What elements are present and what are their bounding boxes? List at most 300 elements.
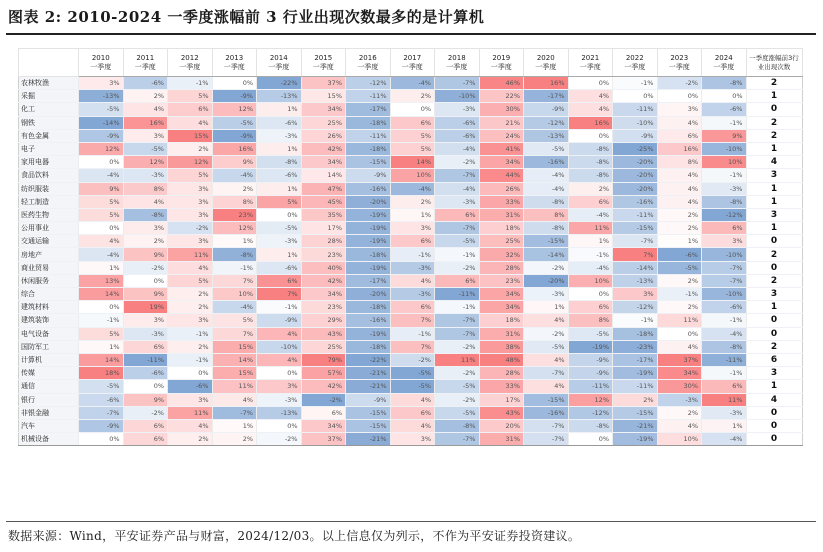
return-cell: -21% bbox=[346, 433, 391, 446]
return-cell: -20% bbox=[613, 182, 658, 195]
return-cell: -10% bbox=[702, 248, 747, 261]
return-cell: 10% bbox=[390, 169, 435, 182]
return-cell: 5% bbox=[79, 327, 124, 340]
return-cell: 6% bbox=[435, 208, 480, 221]
top3-count: 2 bbox=[746, 77, 802, 90]
return-cell: -7% bbox=[435, 327, 480, 340]
source-note: 数据来源：Wind，平安证券产品与财富，2024/12/03。以上信息仅为列示，不作为平安证券投资建议。 bbox=[8, 529, 581, 543]
return-cell: -1% bbox=[435, 248, 480, 261]
return-cell: -9% bbox=[212, 129, 257, 142]
top3-count: 2 bbox=[746, 116, 802, 129]
return-cell: -8% bbox=[702, 195, 747, 208]
return-cell: -21% bbox=[346, 367, 391, 380]
return-cell: 18% bbox=[479, 314, 524, 327]
return-cell: -11% bbox=[702, 353, 747, 366]
return-cell: -8% bbox=[568, 142, 613, 155]
return-cell: 4% bbox=[390, 393, 435, 406]
return-cell: 23% bbox=[212, 208, 257, 221]
industry-name: 电气设备 bbox=[19, 327, 79, 340]
top3-count: 0 bbox=[746, 327, 802, 340]
return-cell: 3% bbox=[257, 380, 302, 393]
return-cell: -8% bbox=[257, 156, 302, 169]
return-cell: -14% bbox=[613, 261, 658, 274]
top3-count: 2 bbox=[746, 340, 802, 353]
return-cell: -3% bbox=[257, 393, 302, 406]
return-cell: -13% bbox=[257, 406, 302, 419]
return-cell: 15% bbox=[212, 367, 257, 380]
return-cell: 10% bbox=[568, 274, 613, 287]
return-cell: -4% bbox=[568, 261, 613, 274]
return-cell: -11% bbox=[568, 380, 613, 393]
return-cell: 9% bbox=[702, 129, 747, 142]
header-year-2017 bbox=[390, 49, 435, 77]
return-cell: -5% bbox=[435, 380, 480, 393]
top-rule bbox=[6, 33, 816, 35]
table-row bbox=[19, 248, 803, 261]
return-cell: 2% bbox=[657, 208, 702, 221]
return-cell: -7% bbox=[212, 406, 257, 419]
table-row bbox=[19, 182, 803, 195]
return-cell: -8% bbox=[702, 340, 747, 353]
return-cell: 22% bbox=[479, 90, 524, 103]
return-cell: -6% bbox=[257, 169, 302, 182]
return-cell: -19% bbox=[568, 340, 613, 353]
return-cell: 16% bbox=[657, 142, 702, 155]
return-cell: 32% bbox=[479, 248, 524, 261]
return-cell: 34% bbox=[479, 301, 524, 314]
return-cell: -1% bbox=[702, 314, 747, 327]
return-cell: -2% bbox=[524, 261, 569, 274]
table-row bbox=[19, 327, 803, 340]
return-cell: 30% bbox=[657, 380, 702, 393]
return-cell: -5% bbox=[390, 380, 435, 393]
return-cell: -20% bbox=[524, 274, 569, 287]
return-cell: -11% bbox=[613, 103, 658, 116]
return-cell: 12% bbox=[568, 393, 613, 406]
return-cell: -5% bbox=[79, 103, 124, 116]
return-cell: 4% bbox=[257, 353, 302, 366]
year-label: 2023 bbox=[670, 53, 689, 62]
return-cell: 1% bbox=[79, 261, 124, 274]
return-cell: -6% bbox=[79, 393, 124, 406]
return-cell: -3% bbox=[702, 182, 747, 195]
return-cell: 4% bbox=[212, 393, 257, 406]
return-cell: 9% bbox=[123, 393, 168, 406]
return-cell: -9% bbox=[212, 90, 257, 103]
return-cell: -15% bbox=[346, 156, 391, 169]
industry-name: 建筑装饰 bbox=[19, 314, 79, 327]
return-cell: 46% bbox=[479, 77, 524, 90]
bottom-rule bbox=[6, 521, 816, 522]
table-row bbox=[19, 301, 803, 314]
period-label: 一季度 bbox=[401, 62, 423, 71]
top3-count: 2 bbox=[746, 248, 802, 261]
return-cell: -5% bbox=[390, 367, 435, 380]
top3-count: 1 bbox=[746, 142, 802, 155]
period-label: 一季度 bbox=[134, 62, 156, 71]
table-row bbox=[19, 433, 803, 446]
return-cell: -6% bbox=[657, 248, 702, 261]
return-cell: -1% bbox=[568, 248, 613, 261]
return-cell: 14% bbox=[212, 353, 257, 366]
return-cell: -3% bbox=[657, 393, 702, 406]
return-cell: -17% bbox=[346, 103, 391, 116]
return-cell: -1% bbox=[657, 288, 702, 301]
return-cell: 1% bbox=[702, 419, 747, 432]
return-cell: 2% bbox=[212, 182, 257, 195]
return-cell: 3% bbox=[168, 314, 213, 327]
header-year-2020 bbox=[524, 49, 569, 77]
industry-name: 传媒 bbox=[19, 367, 79, 380]
return-cell: 12% bbox=[212, 103, 257, 116]
return-cell: -13% bbox=[613, 274, 658, 287]
return-cell: -14% bbox=[79, 116, 124, 129]
return-cell: -5% bbox=[568, 327, 613, 340]
header-year-2013 bbox=[212, 49, 257, 77]
return-cell: 5% bbox=[79, 195, 124, 208]
return-cell: -6% bbox=[123, 367, 168, 380]
return-cell: 1% bbox=[257, 248, 302, 261]
return-cell: 38% bbox=[479, 340, 524, 353]
return-cell: 4% bbox=[79, 235, 124, 248]
return-cell: -8% bbox=[568, 419, 613, 432]
industry-name: 公用事业 bbox=[19, 222, 79, 235]
top3-count: 0 bbox=[746, 419, 802, 432]
return-cell: -8% bbox=[212, 248, 257, 261]
return-cell: -17% bbox=[613, 353, 658, 366]
return-cell: -15% bbox=[346, 419, 391, 432]
return-cell: 2% bbox=[168, 340, 213, 353]
return-cell: -11% bbox=[346, 90, 391, 103]
return-cell: -9% bbox=[524, 103, 569, 116]
return-cell: 0% bbox=[702, 90, 747, 103]
return-cell: -9% bbox=[257, 314, 302, 327]
return-cell: 4% bbox=[168, 261, 213, 274]
return-cell: -18% bbox=[346, 301, 391, 314]
table-row bbox=[19, 353, 803, 366]
return-cell: 0% bbox=[79, 301, 124, 314]
return-cell: 2% bbox=[212, 433, 257, 446]
return-cell: 16% bbox=[568, 116, 613, 129]
return-cell: 3% bbox=[168, 195, 213, 208]
table-row bbox=[19, 222, 803, 235]
return-cell: 3% bbox=[168, 235, 213, 248]
return-cell: 5% bbox=[212, 314, 257, 327]
return-cell: -8% bbox=[524, 222, 569, 235]
return-cell: -8% bbox=[568, 156, 613, 169]
industry-name: 银行 bbox=[19, 393, 79, 406]
industry-name: 综合 bbox=[19, 288, 79, 301]
top3-count: 1 bbox=[746, 301, 802, 314]
return-cell: 4% bbox=[657, 182, 702, 195]
header-year-2019 bbox=[479, 49, 524, 77]
table-row bbox=[19, 103, 803, 116]
return-cell: 5% bbox=[168, 90, 213, 103]
return-cell: 18% bbox=[479, 222, 524, 235]
return-cell: -3% bbox=[390, 261, 435, 274]
return-cell: 5% bbox=[390, 142, 435, 155]
return-cell: -2% bbox=[657, 77, 702, 90]
return-cell: 17% bbox=[479, 393, 524, 406]
year-label: 2020 bbox=[536, 53, 555, 62]
return-cell: 6% bbox=[301, 406, 346, 419]
return-cell: -7% bbox=[435, 77, 480, 90]
period-label: 一季度 bbox=[624, 62, 646, 71]
return-cell: -5% bbox=[524, 340, 569, 353]
return-cell: -15% bbox=[524, 393, 569, 406]
return-cell: -13% bbox=[257, 90, 302, 103]
industry-name: 采掘 bbox=[19, 90, 79, 103]
return-cell: 25% bbox=[301, 340, 346, 353]
table-row bbox=[19, 261, 803, 274]
return-cell: -2% bbox=[301, 393, 346, 406]
header-year-2018 bbox=[435, 49, 480, 77]
return-cell: 3% bbox=[123, 222, 168, 235]
return-cell: 9% bbox=[123, 288, 168, 301]
return-cell: 11% bbox=[168, 406, 213, 419]
return-cell: 5% bbox=[168, 169, 213, 182]
return-cell: 14% bbox=[79, 288, 124, 301]
top3-count: 2 bbox=[746, 129, 802, 142]
return-cell: -2% bbox=[435, 156, 480, 169]
industry-name: 计算机 bbox=[19, 353, 79, 366]
table-row bbox=[19, 129, 803, 142]
return-cell: -19% bbox=[346, 208, 391, 221]
return-cell: -14% bbox=[524, 248, 569, 261]
return-cell: 1% bbox=[390, 208, 435, 221]
return-cell: 47% bbox=[301, 182, 346, 195]
return-cell: 28% bbox=[479, 261, 524, 274]
return-cell: 42% bbox=[301, 274, 346, 287]
return-cell: 31% bbox=[479, 208, 524, 221]
header-industry-blank bbox=[19, 49, 79, 77]
return-cell: -8% bbox=[123, 208, 168, 221]
year-label: 2017 bbox=[403, 53, 422, 62]
return-cell: 2% bbox=[168, 288, 213, 301]
return-cell: 0% bbox=[123, 380, 168, 393]
return-cell: 0% bbox=[657, 327, 702, 340]
table-row bbox=[19, 169, 803, 182]
return-cell: -1% bbox=[79, 314, 124, 327]
top3-count: 0 bbox=[746, 314, 802, 327]
return-cell: -11% bbox=[435, 288, 480, 301]
return-cell: -4% bbox=[435, 182, 480, 195]
return-cell: 10% bbox=[702, 156, 747, 169]
return-cell: 33% bbox=[479, 195, 524, 208]
return-cell: 8% bbox=[123, 182, 168, 195]
industry-name: 建筑材料 bbox=[19, 301, 79, 314]
industry-name: 房地产 bbox=[19, 248, 79, 261]
industry-name: 机械设备 bbox=[19, 433, 79, 446]
return-cell: -12% bbox=[346, 77, 391, 90]
return-cell: 7% bbox=[257, 288, 302, 301]
return-cell: -1% bbox=[613, 77, 658, 90]
period-label: 一季度 bbox=[179, 62, 201, 71]
return-cell: -7% bbox=[524, 419, 569, 432]
industry-name: 化工 bbox=[19, 103, 79, 116]
return-cell: -4% bbox=[524, 169, 569, 182]
year-label: 2012 bbox=[180, 53, 199, 62]
return-cell: 4% bbox=[390, 274, 435, 287]
return-cell: -3% bbox=[257, 235, 302, 248]
return-cell: 4% bbox=[657, 419, 702, 432]
return-cell: 7% bbox=[212, 274, 257, 287]
year-label: 2018 bbox=[447, 53, 466, 62]
return-cell: -2% bbox=[123, 406, 168, 419]
return-cell: 8% bbox=[524, 208, 569, 221]
table-row bbox=[19, 116, 803, 129]
table-row bbox=[19, 419, 803, 432]
return-cell: 4% bbox=[123, 195, 168, 208]
return-cell: -4% bbox=[568, 208, 613, 221]
industry-name: 汽车 bbox=[19, 419, 79, 432]
return-cell: -18% bbox=[613, 327, 658, 340]
return-cell: -1% bbox=[390, 327, 435, 340]
return-cell: -3% bbox=[702, 406, 747, 419]
table-row bbox=[19, 393, 803, 406]
return-cell: 3% bbox=[123, 314, 168, 327]
return-cell: 3% bbox=[390, 433, 435, 446]
return-cell: 2% bbox=[390, 90, 435, 103]
period-label: 一季度 bbox=[357, 62, 379, 71]
return-cell: 4% bbox=[568, 103, 613, 116]
return-cell: 34% bbox=[301, 156, 346, 169]
return-cell: 1% bbox=[657, 235, 702, 248]
return-cell: -19% bbox=[613, 433, 658, 446]
period-label: 一季度 bbox=[90, 62, 112, 71]
top3-count: 2 bbox=[746, 274, 802, 287]
return-cell: 0% bbox=[257, 367, 302, 380]
industry-name: 食品饮料 bbox=[19, 169, 79, 182]
return-cell: 0% bbox=[568, 433, 613, 446]
return-cell: 31% bbox=[479, 433, 524, 446]
return-cell: -9% bbox=[79, 129, 124, 142]
return-cell: 0% bbox=[568, 77, 613, 90]
return-cell: -9% bbox=[568, 353, 613, 366]
return-cell: 11% bbox=[657, 314, 702, 327]
period-label: 一季度 bbox=[713, 62, 735, 71]
top3-count: 3 bbox=[746, 288, 802, 301]
return-cell: 14% bbox=[301, 169, 346, 182]
return-cell: 4% bbox=[168, 116, 213, 129]
table-row bbox=[19, 380, 803, 393]
year-label: 2024 bbox=[714, 53, 733, 62]
return-cell: -5% bbox=[257, 222, 302, 235]
return-cell: 11% bbox=[568, 222, 613, 235]
return-cell: 26% bbox=[301, 129, 346, 142]
return-cell: -7% bbox=[524, 367, 569, 380]
return-cell: 15% bbox=[212, 340, 257, 353]
return-cell: 4% bbox=[657, 169, 702, 182]
top3-count: 0 bbox=[746, 261, 802, 274]
return-cell: -19% bbox=[613, 367, 658, 380]
return-cell: 1% bbox=[257, 103, 302, 116]
table-row bbox=[19, 77, 803, 90]
return-cell: -4% bbox=[702, 433, 747, 446]
return-cell: -7% bbox=[435, 169, 480, 182]
return-cell: 17% bbox=[301, 222, 346, 235]
return-cell: -16% bbox=[346, 182, 391, 195]
return-cell: -2% bbox=[524, 327, 569, 340]
return-cell: 6% bbox=[702, 222, 747, 235]
return-cell: -4% bbox=[79, 248, 124, 261]
return-cell: -18% bbox=[346, 248, 391, 261]
industry-name: 交通运输 bbox=[19, 235, 79, 248]
return-cell: -18% bbox=[346, 142, 391, 155]
table-row bbox=[19, 90, 803, 103]
return-cell: 0% bbox=[257, 208, 302, 221]
return-cell: -6% bbox=[702, 301, 747, 314]
return-cell: 13% bbox=[79, 274, 124, 287]
return-cell: 33% bbox=[479, 380, 524, 393]
return-cell: 57% bbox=[301, 367, 346, 380]
return-cell: -8% bbox=[435, 419, 480, 432]
return-cell: -1% bbox=[212, 261, 257, 274]
return-cell: -5% bbox=[657, 261, 702, 274]
return-cell: -20% bbox=[346, 288, 391, 301]
industry-name: 医药生物 bbox=[19, 208, 79, 221]
return-cell: 37% bbox=[301, 77, 346, 90]
period-label: 一季度 bbox=[579, 62, 601, 71]
return-cell: -15% bbox=[524, 235, 569, 248]
return-cell: -4% bbox=[435, 142, 480, 155]
return-cell: -4% bbox=[390, 182, 435, 195]
return-cell: 5% bbox=[79, 208, 124, 221]
return-cell: 4% bbox=[657, 116, 702, 129]
return-cell: -9% bbox=[79, 419, 124, 432]
return-cell: 7% bbox=[390, 340, 435, 353]
return-cell: 24% bbox=[479, 129, 524, 142]
return-cell: 2% bbox=[390, 195, 435, 208]
return-cell: -16% bbox=[346, 314, 391, 327]
industry-name: 电子 bbox=[19, 142, 79, 155]
return-cell: 41% bbox=[479, 142, 524, 155]
return-cell: 2% bbox=[657, 301, 702, 314]
return-cell: 6% bbox=[657, 129, 702, 142]
return-cell: -7% bbox=[524, 433, 569, 446]
return-cell: -2% bbox=[390, 353, 435, 366]
return-cell: -3% bbox=[435, 195, 480, 208]
return-cell: 18% bbox=[79, 367, 124, 380]
return-cell: 2% bbox=[168, 433, 213, 446]
return-cell: 1% bbox=[524, 301, 569, 314]
return-cell: -13% bbox=[79, 90, 124, 103]
return-cell: 0% bbox=[613, 90, 658, 103]
return-cell: 23% bbox=[301, 301, 346, 314]
return-cell: 5% bbox=[168, 274, 213, 287]
return-cell: 15% bbox=[301, 90, 346, 103]
return-cell: 10% bbox=[657, 433, 702, 446]
return-cell: 11% bbox=[435, 353, 480, 366]
table-row bbox=[19, 195, 803, 208]
return-cell: 4% bbox=[524, 353, 569, 366]
return-cell: 4% bbox=[568, 90, 613, 103]
return-cell: -8% bbox=[524, 195, 569, 208]
return-cell: 12% bbox=[79, 142, 124, 155]
return-cell: 16% bbox=[212, 142, 257, 155]
return-cell: -16% bbox=[524, 406, 569, 419]
top3-count: 4 bbox=[746, 156, 802, 169]
return-cell: 0% bbox=[79, 433, 124, 446]
return-cell: -11% bbox=[613, 208, 658, 221]
return-cell: -6% bbox=[702, 103, 747, 116]
return-cell: 35% bbox=[301, 208, 346, 221]
return-cell: -7% bbox=[435, 222, 480, 235]
year-label: 2019 bbox=[492, 53, 511, 62]
return-cell: 4% bbox=[257, 327, 302, 340]
return-cell: -4% bbox=[390, 77, 435, 90]
top3-count: 1 bbox=[746, 195, 802, 208]
